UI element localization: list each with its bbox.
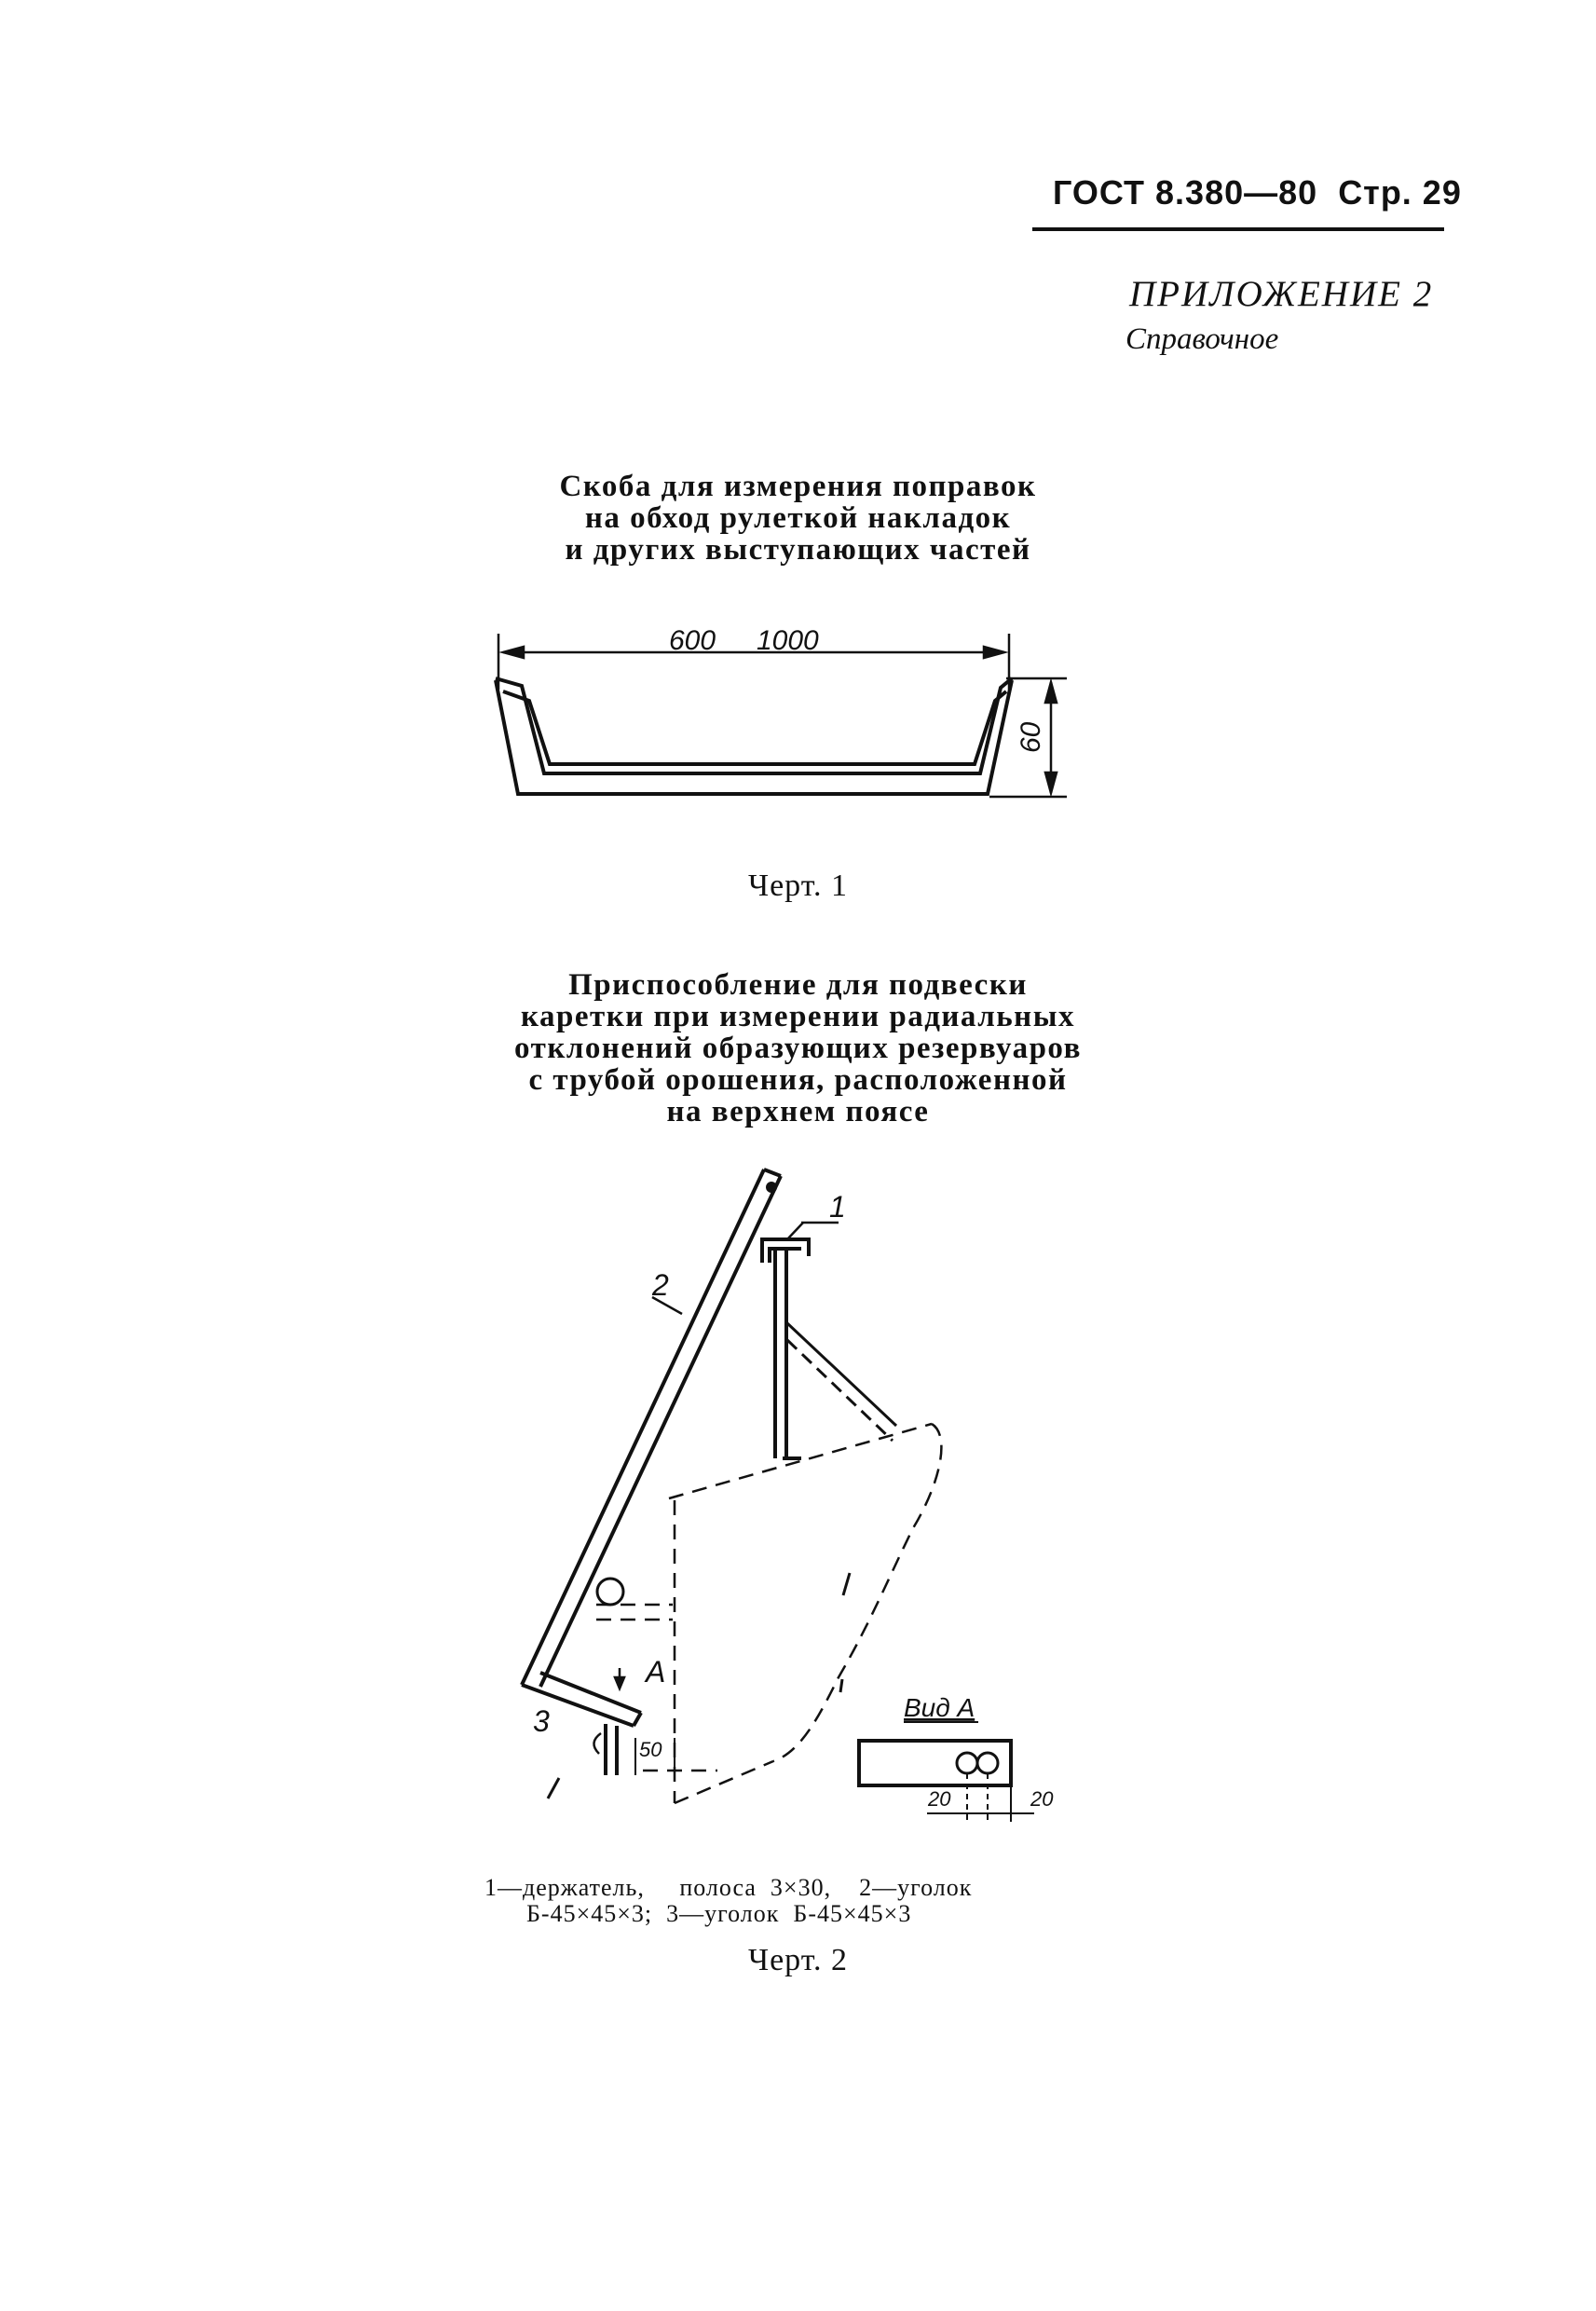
figure2-title-line: на верхнем поясе [666, 1095, 930, 1128]
figure2-title-line: каретки при измерении радиальных [521, 1000, 1075, 1033]
dim-1000: 1000 [757, 625, 819, 656]
roller [597, 1579, 623, 1605]
legend-line: 1—держатель, полоса 3×30, 2—уголок [484, 1874, 973, 1901]
header-rule [1032, 227, 1444, 231]
tank-wall [596, 1424, 941, 1803]
label-part1: 1 [829, 1190, 846, 1224]
view-arrow [615, 1668, 624, 1689]
figure2-title [0, 969, 1596, 1128]
figure2-title-line: Приспособление для подвески [568, 968, 1028, 1002]
view-a-plate [859, 1741, 1011, 1785]
figure2-caption: Черт. 2 [747, 1943, 849, 1977]
page-header [1053, 173, 1462, 212]
hatch-marks [548, 1573, 850, 1798]
label-part3: 3 [533, 1704, 550, 1738]
legend-line: Б-45×45×3; 3—уголок Б-45×45×3 [484, 1900, 912, 1927]
view-a-title: Вид А [904, 1693, 975, 1722]
appendix-type: Справочное [1125, 322, 1279, 356]
leader-lines [652, 1223, 839, 1314]
figure1-caption: Черт. 1 [747, 868, 849, 903]
label-20-right: 20 [1030, 1787, 1054, 1811]
page-number: Стр. 29 [1338, 173, 1462, 212]
dim-60: 60 [1016, 721, 1046, 753]
figure1-title [0, 471, 1596, 566]
appendix-title: ПРИЛОЖЕНИЕ 2 [1129, 274, 1434, 314]
figure2-title-line: отклонений образующих резервуаров [514, 1032, 1082, 1065]
standard-number: ГОСТ 8.380—80 [1053, 173, 1318, 212]
angle-bar [522, 1169, 781, 1687]
label-view-arrow: А [646, 1655, 666, 1689]
view-a-dims [927, 1773, 1034, 1822]
dim-50-lines [635, 1738, 675, 1775]
bottom-angle [522, 1673, 641, 1775]
bracket-shape [496, 678, 1012, 794]
figure2-title-line: с трубой орошения, расположенной [528, 1063, 1068, 1097]
figure1-title-line: на обход рулеткой накладок [584, 501, 1012, 535]
holder [762, 1239, 896, 1458]
figure1-title-line: и других выступающих частей [565, 533, 1031, 567]
height-dimension [989, 678, 1067, 797]
dim-600: 600 [669, 625, 716, 656]
figure1-title-line: Скоба для измерения поправок [559, 470, 1037, 503]
length-dimension [498, 634, 1009, 690]
figure2-legend [484, 1875, 972, 1927]
label-part2: 2 [652, 1268, 669, 1302]
label-50: 50 [639, 1738, 662, 1761]
label-20-left: 20 [928, 1787, 951, 1811]
